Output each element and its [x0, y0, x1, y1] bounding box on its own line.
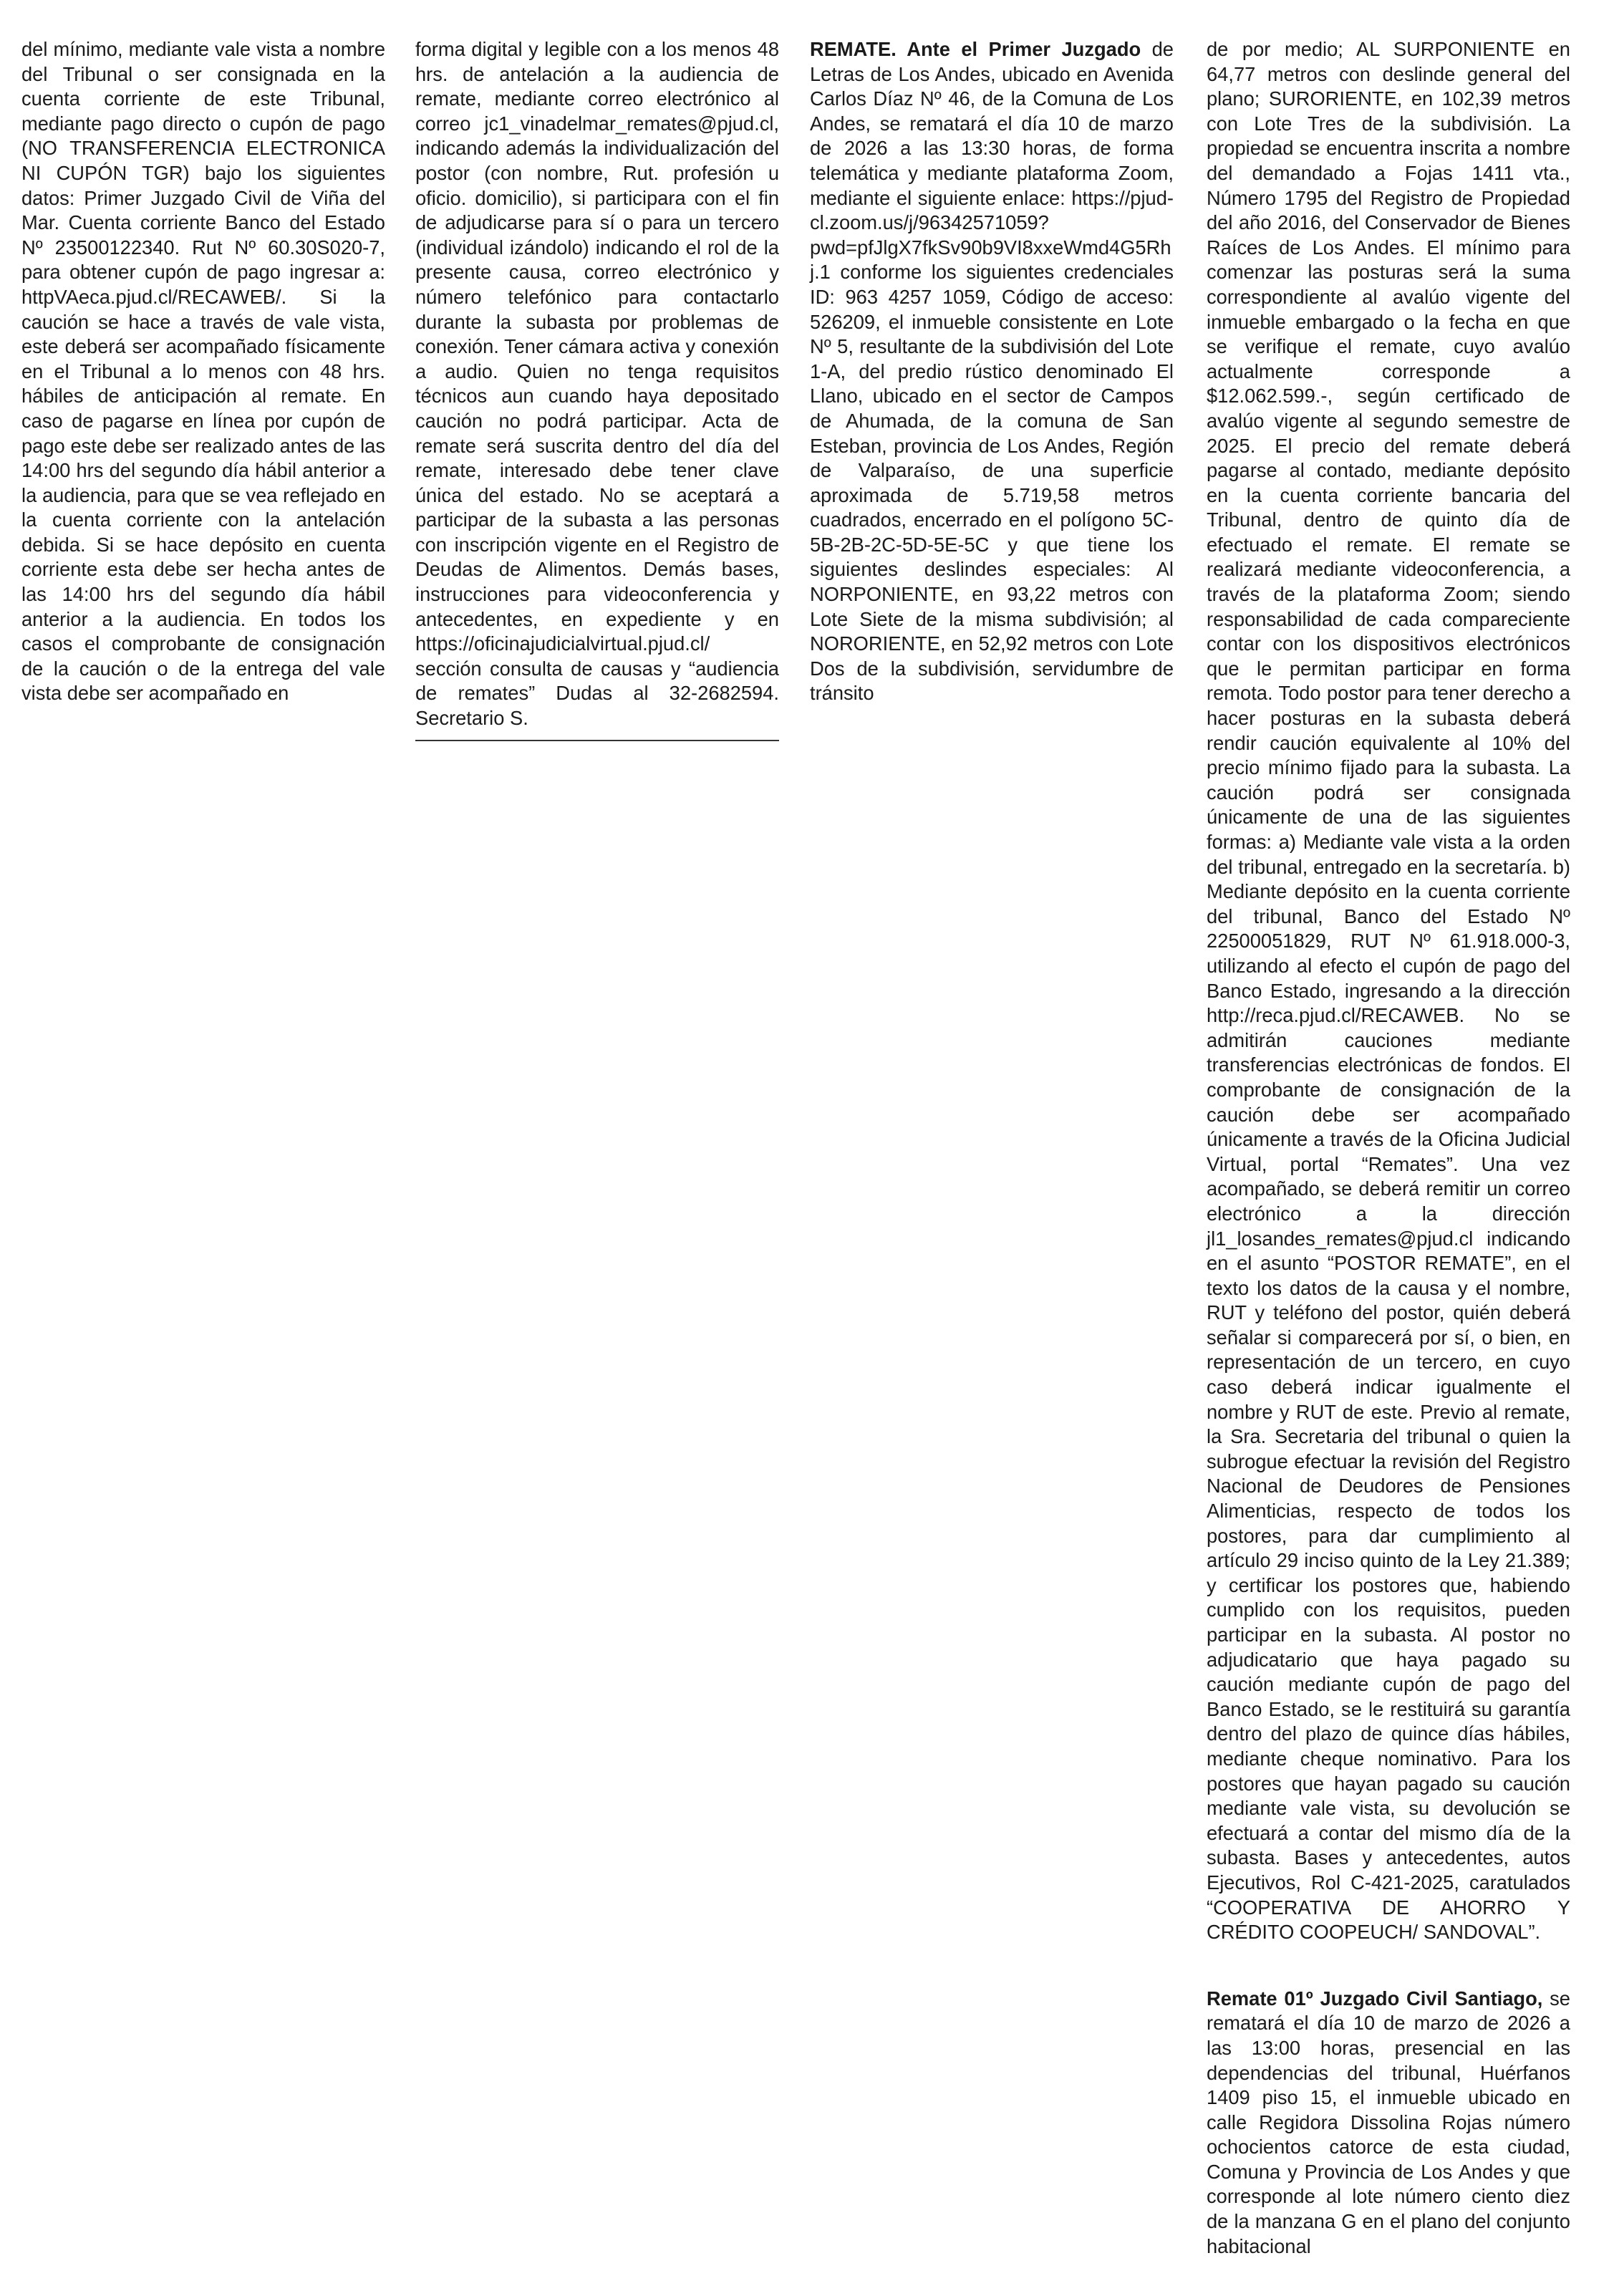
- notice-body: de Letras de Los Andes, ubicado en Avenida Carlos Díaz Nº 46, de la Comuna de Los Andes, se rematará el día 10 de marzo de 2026 a las 13:30 horas, de forma telemática y mediante plataforma Zoom, mediante el siguiente enlace: https://pjud-cl.zoom.us/j/96342571059?pwd=pfJlgX7fkSv90b9VI8xxeWmd4G5Rhj.1 conforme los siguientes credenciales ID: 963 4257 1059, Código de acceso: 526209, el inmueble consistente en Lote Nº 5, resultante de la subdivisión del Lote 1-A, del predio rústico denominado El Llano, ubicado en el sector de Campos de Ahumada, de la comuna de San Esteban, provincia de Los Andes, Región de Valparaíso, de una superficie aproximada de 5.719,58 metros cuadrados, encerrado en el polígono 5C-5B-2B-2C-5D-5E-5C y que tiene los siguientes deslindes especiales: Al NORPONIENTE, en 93,22 metros con Lote Siete de la misma subdivisión; al NORORIENTE, en 52,92 metros con Lote Dos de la subdivisión, servidumbre de tránsito: [810, 38, 1174, 705]
- remate-los-andes-notice: [810, 37, 1174, 706]
- notice-body: se rematará el día 10 de marzo de 2026 a las 13:00 horas, presencial en las dependencias del tribunal, Huérfanos 1409 piso 15, el inmueble ubicado en calle Regidora Dissolina Rojas número ochocientos catorce de esta ciudad, Comuna y Provincia de Los Andes y que corresponde al lote número ciento diez de la manzana G en el plano del conjunto habitacional: [1207, 1987, 1570, 2257]
- notice-heading: REMATE. Ante el Primer Juzgado: [810, 38, 1141, 60]
- notice-continuation-text: del mínimo, mediante vale vista a nombre del Tribunal o ser consignada en la cuenta corriente de este Tribunal, mediante pago directo o cupón de pago (NO TRANSFERENCIA ELECTRONICA NI CUPÓN TGR) bajo los siguientes datos: Primer Juzgado Civil de Viña del Mar. Cuenta corriente Banco del Estado Nº 23500122340. Rut Nº 60.30S020-7, para obtener cupón de pago ingresar a: httpVAeca.pjud.cl/RECAWEB/. Si la caución se hace a través de vale vista, este deberá ser acompañado físicamente en el Tribunal a lo menos con 48 hrs. hábiles de anticipación al remate. En caso de pagarse en línea por cupón de pago este debe ser realizado antes de las 14:00 hrs del segundo día hábil anterior a la audiencia, para que se vea reflejado en la cuenta corriente con la antelación debida. Si se hace depósito en cuenta corriente esta debe ser hecha antes de las 14:00 hrs del segundo día hábil anterior a la audiencia. En todos los casos el comprobante de consignación de la caución o de la entrega del vale vista debe ser acompañado en: [21, 38, 385, 705]
- remate-santiago-notice: [1207, 1987, 1570, 2259]
- notice-continuation-text: forma digital y legible con a los menos 48 hrs. de antelación a la audiencia de remate, mediante correo electrónico al correo jc1_vinadelmar_remates@pjud.cl, indicando además la individualización del postor (con nombre, Rut. profesión u oficio. domicilio), si participara con el fin de adjudicarse para sí o para un tercero (individual izándolo) indicando el rol de la presente causa, correo electrónico y número telefónico para contactarlo durante la subasta por problemas de conexión. Tener cámara activa y conexión a audio. Quien no tenga requisitos técnicos aun cuando haya depositado caución no podrá participar. Acta de remate será suscrita dentro del día del remate, interesado debe tener clave única del estado. No se aceptará a participar de la subasta a las personas con inscripción vigente en el Registro de Deudas de Alimentos. Demás bases, instrucciones para videoconferencia y antecedentes, en expediente y en https://oficinajudicialvirtual.pjud.cl/ sección consulta de causas y “audiencia de remates” Dudas al 32-2682594. Secretario S.: [415, 38, 779, 730]
- notice-continuation-text: de por medio; AL SURPONIENTE en 64,77 metros con deslinde general del plano; SURORIENTE, en 102,39 metros con Lote Tres de la subdivisión. La propiedad se encuentra inscrita a nombre del demandado a Fojas 1411 vta., Número 1795 del Registro de Propiedad del año 2016, del Conservador de Bienes Raíces de Los Andes. El mínimo para comenzar las posturas será la suma correspondiente al avalúo vigente del inmueble embargado o la fecha en que se verifique el remate, cuyo avalúo actualmente corresponde a $12.062.599.-, según certificado de avalúo vigente al segundo semestre de 2025. El precio del remate deberá pagarse al contado, mediante depósito en la cuenta corriente bancaria del Tribunal, dentro de quinto día de efectuado el remate. El remate se realizará mediante videoconferencia, a través de la plataforma Zoom; siendo responsabilidad de cada compareciente contar con los dispositivos electrónicos que le permitan participar en forma remota. Todo postor para tener derecho a hacer posturas en la subasta deberá rendir caución equivalente al 10% del precio mínimo fijado para la subasta. La caución podrá ser consignada únicamente de una de las siguientes formas: a) Mediante vale vista a la orden del tribunal, entregado en la secretaría. b) Mediante depósito en la cuenta corriente del tribunal, Banco del Estado Nº 22500051829, RUT Nº 61.918.000-3, utilizando al efecto el cupón de pago del Banco Estado, ingresando a la dirección http://reca.pjud.cl/RECAWEB. No se admitirán cauciones mediante transferencias electrónicas de fondos. El comprobante de consignación de la caución debe ser acompañado únicamente a través de la Oficina Judicial Virtual, portal “Remates”. Una vez acompañado, se deberá remitir un correo electrónico a la dirección jl1_losandes_remates@pjud.cl indicando en el asunto “POSTOR REMATE”, en el texto los datos de la causa y el nombre, RUT y teléfono del postor, quién deberá señalar si comparecerá por sí, o bien, en representación de un tercero, en cuyo caso deberá indicar igualmente el nombre y RUT de este. Previo al remate, la Sra. Secretaria del tribunal o quien la subrogue efectuar la revisión del Registro Nacional de Deudores de Pensiones Alimenticias, respecto de todos los postores, para dar cumplimiento al artículo 29 inciso quinto de la Ley 21.389; y certificar los postores que, habiendo cumplido con los requisitos, pueden participar en la subasta. Al postor no adjudicatario que haya pagado su caución mediante cupón de pago del Banco Estado, se le restituirá su garantía dentro del plazo de quince días hábiles, mediante cheque nominativo. Para los postores que hayan pagado su caución mediante vale vista, su devolución se efectuará a contar del mismo día de la subasta. Bases y antecedentes, autos Ejecutivos, Rol C-421-2025, caratulados “COOPERATIVA DE AHORRO Y CRÉDITO COOPEUCH/ SANDOVAL”.: [1207, 38, 1570, 1944]
- column-3: [810, 37, 1174, 706]
- column-4: [1207, 37, 1570, 2259]
- notice-heading: Remate 01º Juzgado Civil Santiago,: [1207, 1987, 1543, 2010]
- column-2: [415, 37, 779, 741]
- notice-divider: [415, 740, 779, 741]
- column-1: [21, 37, 385, 706]
